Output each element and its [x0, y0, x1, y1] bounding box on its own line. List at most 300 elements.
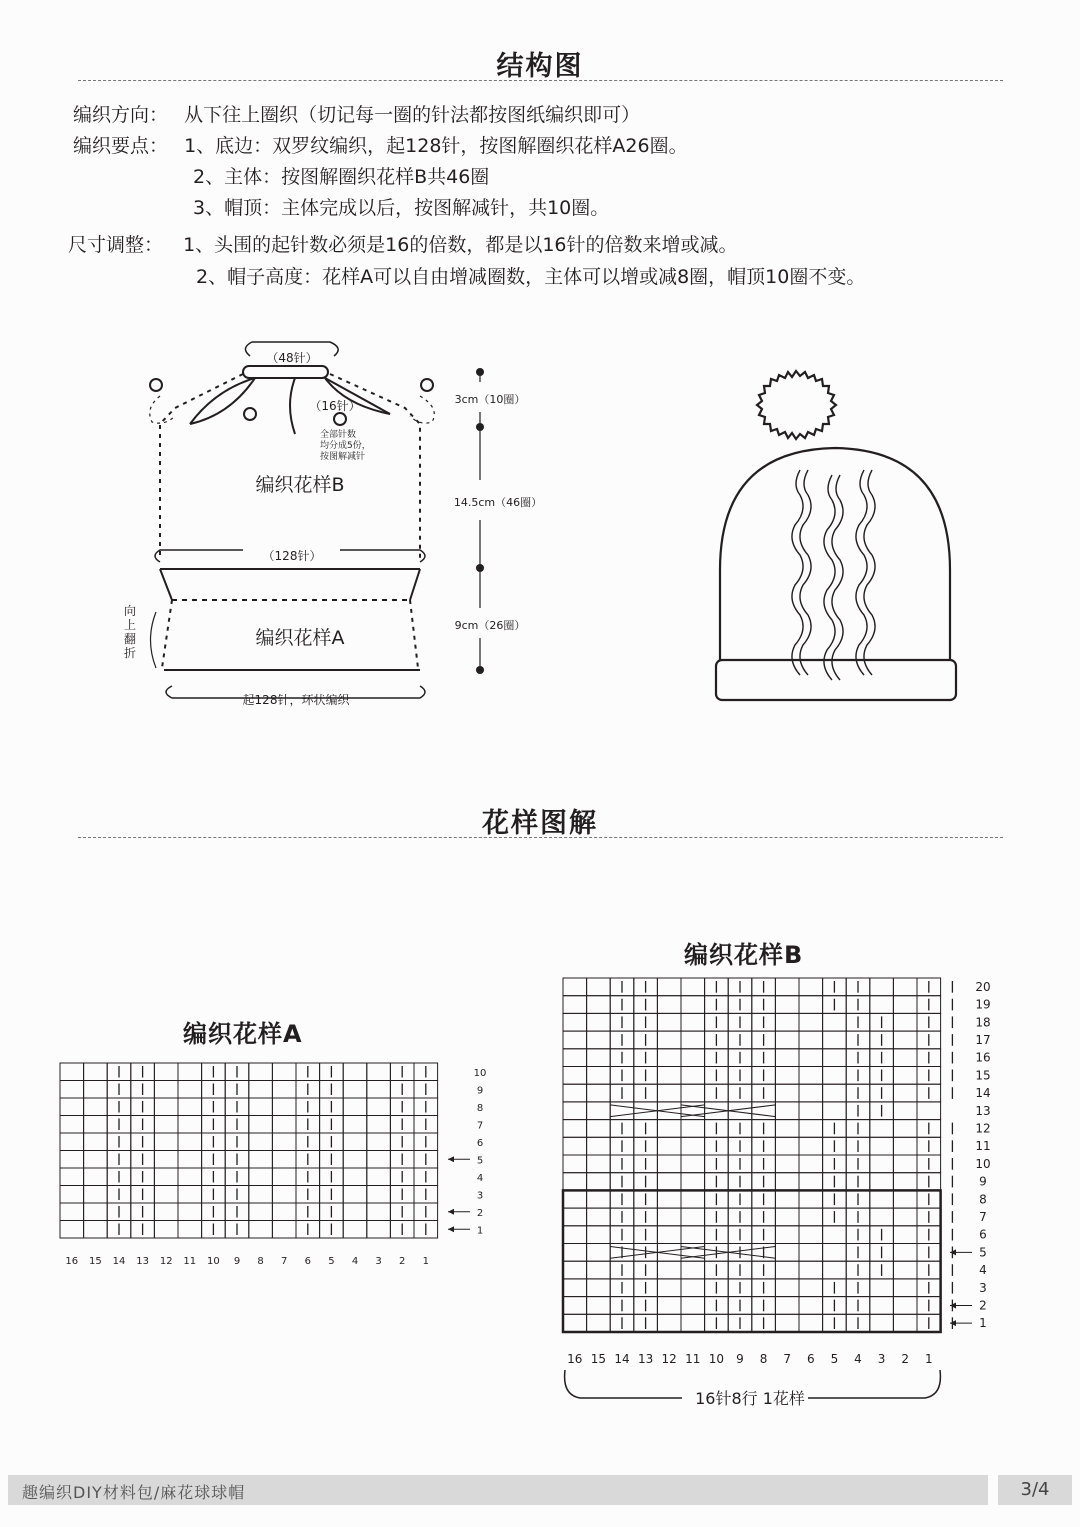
row-label: 2 [476, 1207, 484, 1219]
chart-cell [60, 1168, 84, 1186]
chart-cell [799, 1190, 823, 1208]
chart-cell [587, 1279, 611, 1297]
chart-cell [775, 1314, 799, 1332]
chart-cell [870, 996, 894, 1014]
chart-cell [587, 1190, 611, 1208]
dim-label-body: 14.5cm（46圈） [453, 496, 543, 509]
fold-note-4: 折 [124, 646, 137, 660]
chart-cell [799, 1279, 823, 1297]
repeat-note: 16针8行 1花样 [695, 1389, 805, 1408]
col-label: 13 [637, 1352, 654, 1366]
chart-cell [893, 1297, 917, 1315]
chart-cell [84, 1186, 108, 1204]
chart-cell [563, 1314, 587, 1332]
chart-cell [587, 1137, 611, 1155]
chart-cell [681, 1137, 705, 1155]
chart-cell [367, 1186, 391, 1204]
row-label: 3 [979, 1280, 987, 1295]
chart-cell [60, 1133, 84, 1151]
hat-illustration [700, 330, 990, 720]
chart-cell [154, 1081, 178, 1099]
chart-cell [563, 1137, 587, 1155]
chart-cell [870, 1173, 894, 1191]
mid-bracket-left [155, 550, 243, 562]
col-label: 9 [736, 1352, 744, 1366]
dim-dot [476, 423, 484, 431]
chart-cell [893, 1120, 917, 1138]
chart-cell [272, 1098, 296, 1116]
chart-cell [681, 1084, 705, 1102]
chart-cell [870, 1190, 894, 1208]
chart-cell [893, 1084, 917, 1102]
chart-cell [775, 1297, 799, 1315]
row-label: 1 [979, 1316, 987, 1331]
chart-cell [367, 1221, 391, 1239]
col-label: 2 [399, 1256, 406, 1267]
chart-cell [799, 1137, 823, 1155]
chart-cell [775, 1244, 799, 1262]
chart-cell [657, 1314, 681, 1332]
chart-cell [775, 1155, 799, 1173]
chart-cell [893, 1279, 917, 1297]
chart-cell [870, 1279, 894, 1297]
side-flap-left [150, 396, 175, 423]
marker-circle [334, 413, 346, 425]
req-points [73, 131, 688, 162]
cable-line [856, 470, 867, 675]
col-label: 7 [281, 1256, 288, 1267]
chart-cell [799, 1226, 823, 1244]
col-label: 2 [901, 1352, 910, 1366]
chart-cell [893, 1067, 917, 1085]
chart-a-title: 编织花样A [183, 1020, 303, 1048]
chart-cell [272, 1203, 296, 1221]
chart-cell [154, 1221, 178, 1239]
chart-cell [367, 1203, 391, 1221]
row-label: 7 [979, 1209, 987, 1224]
chart-a [0, 1055, 520, 1275]
fold-note-3: 翻 [124, 632, 137, 646]
chart-cell [587, 1102, 611, 1120]
chart-cell [681, 1208, 705, 1226]
chart-cell [272, 1151, 296, 1169]
row-label: 13 [975, 1103, 991, 1118]
chart-cell [799, 1155, 823, 1173]
fold-arc [151, 612, 157, 668]
col-label: 10 [207, 1256, 220, 1267]
chart-cell [154, 1098, 178, 1116]
chart-cell [893, 1190, 917, 1208]
chart-cell [893, 1049, 917, 1067]
chart-cell [563, 1120, 587, 1138]
chart-cell [657, 1084, 681, 1102]
chart-cell [870, 1297, 894, 1315]
chart-cell [587, 1244, 611, 1262]
chart-cell [775, 1067, 799, 1085]
chart-cell [870, 1155, 894, 1173]
row-label: 4 [979, 1263, 987, 1278]
chart-cell [893, 1244, 917, 1262]
chart-cell [681, 1226, 705, 1244]
row-label: 12 [975, 1121, 991, 1136]
row-label: 20 [975, 979, 991, 994]
chart-cell [367, 1151, 391, 1169]
chart-cell [84, 1063, 108, 1081]
chart-cell [60, 1151, 84, 1169]
row-arrow-head [448, 1209, 454, 1215]
chart-cell [775, 1120, 799, 1138]
chart-cell [563, 996, 587, 1014]
chart-cell [657, 996, 681, 1014]
row-label: 16 [975, 1050, 991, 1065]
row-label: 5 [476, 1155, 484, 1167]
crown-note-2: 均分成5份， [320, 441, 371, 451]
chart-cell [799, 978, 823, 996]
col-label: 8 [257, 1256, 264, 1267]
dim-dot [476, 666, 484, 674]
col-label: 3 [877, 1352, 886, 1366]
chart-cell [587, 1067, 611, 1085]
chart-cell [799, 1031, 823, 1049]
chart-cell [587, 1155, 611, 1173]
row-label: 14 [975, 1086, 991, 1101]
chart-b-title: 编织花样B [684, 941, 804, 969]
chart-cell [563, 1084, 587, 1102]
chart-cell [775, 1261, 799, 1279]
chart-cell [587, 996, 611, 1014]
dim-dot [476, 564, 484, 572]
brim-pattern-label: 编织花样A [255, 627, 345, 649]
chart-cell [343, 1098, 367, 1116]
chart-cell [893, 1137, 917, 1155]
chart-cell [681, 1067, 705, 1085]
row-label: 1 [476, 1225, 484, 1237]
col-label: 15 [590, 1352, 607, 1366]
row-arrow-head [448, 1156, 454, 1162]
marker-circle [244, 408, 256, 420]
chart-cell [84, 1168, 108, 1186]
chart-cell [681, 1173, 705, 1191]
chart-cell [178, 1151, 202, 1169]
col-label: 14 [614, 1352, 630, 1366]
row-label: 3 [476, 1190, 484, 1202]
req-size-line-1: 1、头围的起针数必须是16的倍数，都是以16针的倍数来增或减。 [183, 234, 738, 256]
chart-cell [178, 1186, 202, 1204]
chart-cell [272, 1116, 296, 1134]
chart-cell [799, 996, 823, 1014]
chart-cell [799, 1244, 823, 1262]
chart-cell [893, 1226, 917, 1244]
chart-cell [799, 1067, 823, 1085]
chart-cell [178, 1168, 202, 1186]
chart-cell [343, 1151, 367, 1169]
chart-cell [587, 1226, 611, 1244]
chart-cell [681, 1261, 705, 1279]
chart-cell [343, 1221, 367, 1239]
crown-note-1: 全部针数 [320, 430, 357, 440]
marker-circle [150, 379, 162, 391]
chart-cell [249, 1203, 273, 1221]
fold-note-1: 向 [124, 604, 137, 618]
chart-cell [657, 1279, 681, 1297]
chart-cell [563, 1208, 587, 1226]
chart-cell [84, 1116, 108, 1134]
row-label: 7 [476, 1120, 484, 1132]
chart-cell [154, 1133, 178, 1151]
col-label: 8 [759, 1352, 768, 1366]
chart-cell [775, 1084, 799, 1102]
col-label: 13 [136, 1256, 149, 1267]
chart-cell [60, 1098, 84, 1116]
chart-cell [823, 1084, 847, 1102]
chart-cell [799, 1084, 823, 1102]
chart-cell [178, 1133, 202, 1151]
chart-cell [343, 1133, 367, 1151]
col-label: 11 [183, 1256, 197, 1267]
chart-cell [775, 1013, 799, 1031]
chart-cell [823, 1244, 847, 1262]
chart-cell [823, 1049, 847, 1067]
row-label: 17 [975, 1032, 991, 1047]
chart-cell [775, 1031, 799, 1049]
col-label: 4 [854, 1352, 862, 1366]
chart-cell [343, 1168, 367, 1186]
row-label: 6 [979, 1227, 987, 1242]
mid-stitches-label: （128针） [262, 549, 322, 563]
req-points-line-2: 2、主体：按图解圈织花样B共46圈 [193, 166, 490, 188]
chart-cell [870, 1137, 894, 1155]
col-label: 5 [328, 1256, 335, 1267]
chart-cell [799, 1013, 823, 1031]
chart-cell [823, 1226, 847, 1244]
row-label: 6 [476, 1137, 484, 1149]
chart-cell [272, 1168, 296, 1186]
chart-cell [657, 1297, 681, 1315]
chart-cell [60, 1081, 84, 1099]
chart-cell [893, 1261, 917, 1279]
row-label: 4 [476, 1172, 484, 1184]
chart-cell [563, 1279, 587, 1297]
chart-cell [587, 1120, 611, 1138]
chart-cell [367, 1098, 391, 1116]
chart-cell [60, 1186, 84, 1204]
req-size-line-2: 2、帽子高度：花样A可以自由增减圈数，主体可以增或减8圈，帽顶10圈不变。 [196, 266, 866, 288]
chart-cell [249, 1098, 273, 1116]
req-points-label: 编织要点： [73, 135, 169, 157]
chart-cell [178, 1081, 202, 1099]
req-size [68, 230, 738, 261]
chart-cell [657, 1173, 681, 1191]
chart-cell [681, 996, 705, 1014]
chart-cell [893, 978, 917, 996]
chart-cell [249, 1221, 273, 1239]
chart-cell [154, 1116, 178, 1134]
chart-cell [563, 1102, 587, 1120]
chart-cell [563, 1067, 587, 1085]
chart-cell [587, 1084, 611, 1102]
col-label: 14 [112, 1256, 126, 1267]
chart-cell [752, 1102, 776, 1120]
chart-cell [823, 1013, 847, 1031]
chart-cell [681, 1120, 705, 1138]
row-label: 15 [975, 1068, 991, 1083]
chart-cell [84, 1133, 108, 1151]
title-divider [78, 80, 1003, 81]
cable-line [824, 475, 835, 680]
chart-cell [249, 1186, 273, 1204]
dim-label-brim: 9cm（26圈） [454, 619, 526, 632]
chart-cell [657, 978, 681, 996]
chart-cell [893, 1155, 917, 1173]
cast-on-label: 起128针，环状编织 [242, 693, 350, 707]
dim-label-crown: 3cm（10圈） [454, 393, 526, 406]
chart-cell [799, 1173, 823, 1191]
chart-cell [657, 1049, 681, 1067]
chart-cell [775, 1279, 799, 1297]
cable-line [792, 470, 803, 675]
chart-cell [775, 1049, 799, 1067]
chart-cell [657, 1031, 681, 1049]
chart-cell [775, 996, 799, 1014]
chart-cell [657, 1208, 681, 1226]
chart-cell [799, 1261, 823, 1279]
chart-cell [823, 1067, 847, 1085]
chart-cell [681, 1190, 705, 1208]
chart-cell [154, 1063, 178, 1081]
pattern-title: 花样图解 [482, 808, 598, 839]
chart-cell [587, 1297, 611, 1315]
chart-cell [249, 1063, 273, 1081]
chart-cell [823, 1031, 847, 1049]
top-stitches-label: （48针） [266, 351, 318, 365]
chart-cell [657, 1120, 681, 1138]
col-label: 12 [159, 1256, 173, 1267]
col-label: 1 [924, 1352, 933, 1366]
chart-cell [60, 1203, 84, 1221]
chart-cell [610, 1102, 634, 1120]
chart-cell [870, 978, 894, 996]
req-points-line-3: 3、帽顶：主体完成以后，按图解减针，共10圈。 [193, 197, 610, 219]
req-size-label: 尺寸调整： [68, 234, 164, 256]
chart-cell [775, 1190, 799, 1208]
footer-text: 趣编织DIY材料包/麻花球球帽 [22, 1483, 246, 1502]
chart-cell [657, 1261, 681, 1279]
chart-cell [587, 1261, 611, 1279]
chart-cell [272, 1063, 296, 1081]
col-label: 16 [65, 1256, 79, 1267]
chart-cell [799, 1049, 823, 1067]
col-label: 11 [685, 1352, 701, 1366]
fold-note-2: 上 [124, 618, 137, 632]
chart-cell [799, 1120, 823, 1138]
chart-cell [343, 1063, 367, 1081]
pattern-divider [78, 837, 1003, 838]
chart-cell [249, 1116, 273, 1134]
chart-cell [60, 1063, 84, 1081]
row-label: 9 [979, 1174, 987, 1189]
chart-cell [775, 1208, 799, 1226]
structure-title: 结构图 [496, 51, 584, 82]
col-label: 7 [783, 1352, 792, 1366]
chart-cell [367, 1116, 391, 1134]
col-label: 9 [233, 1256, 241, 1267]
row-label: 10 [975, 1156, 991, 1171]
chart-cell [657, 1137, 681, 1155]
chart-cell [60, 1221, 84, 1239]
chart-cell [563, 978, 587, 996]
chart-cell [775, 1137, 799, 1155]
chart-cell [657, 1155, 681, 1173]
chart-cell [775, 978, 799, 996]
row-label: 8 [979, 1192, 987, 1207]
row-label: 9 [476, 1085, 484, 1097]
chart-cell [249, 1151, 273, 1169]
crown-note-3: 按图解减针 [320, 452, 366, 462]
col-label: 12 [661, 1352, 677, 1366]
chart-cell [154, 1186, 178, 1204]
chart-cell [272, 1186, 296, 1204]
top-band [243, 366, 328, 378]
col-label: 15 [89, 1256, 102, 1267]
chart-cell [272, 1221, 296, 1239]
chart-cell [587, 1314, 611, 1332]
row-label: 18 [975, 1015, 991, 1030]
row-arrow-head [448, 1226, 454, 1232]
chart-cell [563, 1297, 587, 1315]
chart-cell [587, 1208, 611, 1226]
req-direction-label: 编织方向： [73, 104, 169, 126]
chart-cell [178, 1098, 202, 1116]
side-flap-right [410, 396, 434, 423]
body-pattern-label: 编织花样B [255, 474, 345, 496]
chart-cell [249, 1081, 273, 1099]
chart-b [540, 970, 1020, 1420]
row-label: 8 [476, 1102, 484, 1114]
chart-cell [587, 978, 611, 996]
chart-cell [775, 1173, 799, 1191]
req-direction-text: 从下往上圈织（切记每一圈的针法都按图纸编织即可） [184, 104, 641, 126]
chart-cell [681, 1102, 705, 1120]
chart-cell [563, 1244, 587, 1262]
chart-cell [563, 1013, 587, 1031]
chart-cell [84, 1081, 108, 1099]
chart-cell [870, 1120, 894, 1138]
chart-cell [272, 1081, 296, 1099]
chart-cell [563, 1226, 587, 1244]
chart-cell [587, 1049, 611, 1067]
chart-cell [893, 1031, 917, 1049]
chart-cell [563, 1031, 587, 1049]
chart-cell [367, 1063, 391, 1081]
chart-cell [563, 1049, 587, 1067]
col-label: 3 [375, 1256, 382, 1267]
chart-cell [178, 1063, 202, 1081]
chart-cell [178, 1116, 202, 1134]
chart-cell [178, 1221, 202, 1239]
hat-brim [716, 660, 956, 700]
body-outline-left [160, 374, 243, 558]
chart-cell [367, 1081, 391, 1099]
col-label: 1 [422, 1256, 429, 1267]
row-label: 2 [979, 1298, 987, 1313]
pompom [757, 371, 836, 439]
crown-stitches-label: （16针） [309, 399, 361, 413]
chart-cell [249, 1168, 273, 1186]
chart-cell [343, 1116, 367, 1134]
col-label: 5 [830, 1352, 839, 1366]
chart-cell [870, 1314, 894, 1332]
chart-cell [178, 1203, 202, 1221]
